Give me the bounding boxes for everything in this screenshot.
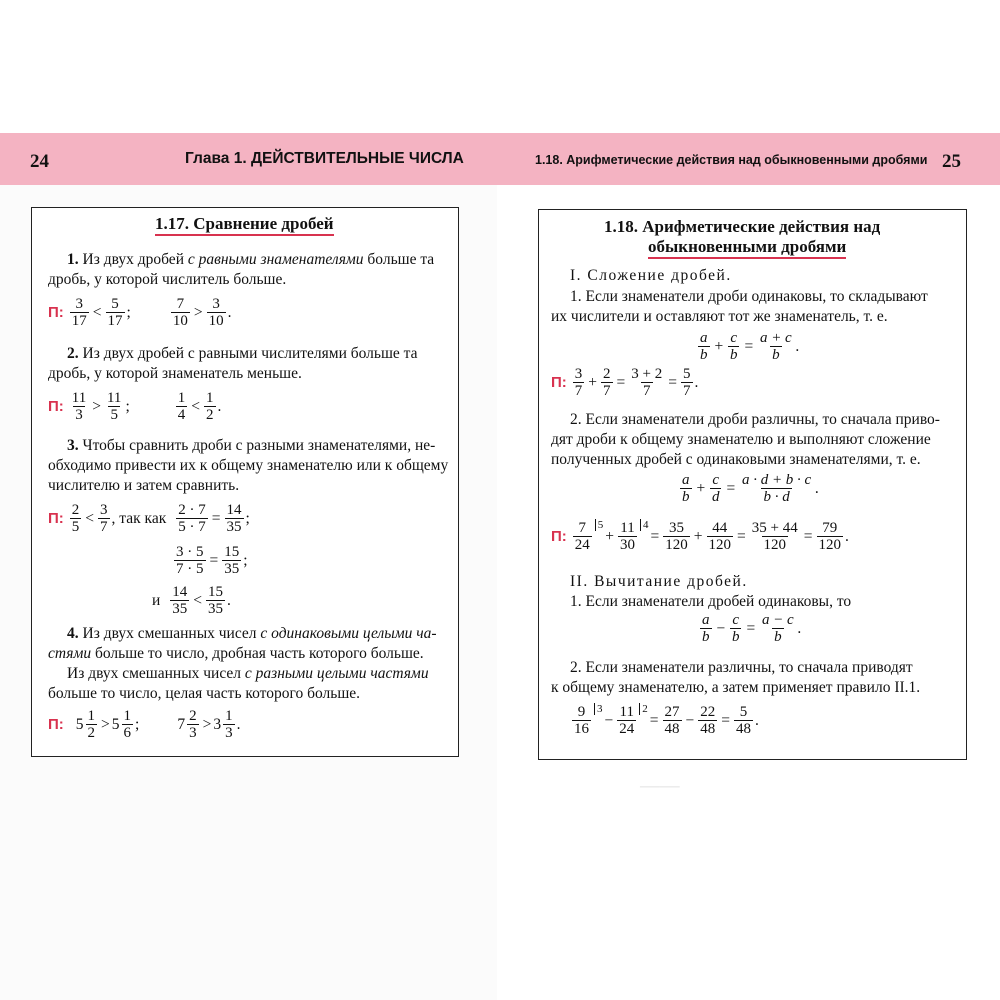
rule-2-line-1: 2. Из двух дробей с равными числителями больше та bbox=[67, 345, 418, 362]
add-rule-2-line-1: 2. Если знаменатели дроби различны, то сначала приво- bbox=[570, 411, 940, 428]
rule-2-line-2: дробь, у которой знаменатель меньше. bbox=[48, 365, 302, 382]
add-rule-1-line-1: 1. Если знаменатели дроби одинаковы, то складывают bbox=[570, 288, 928, 305]
right-page-number: 25 bbox=[942, 151, 961, 172]
subsection-addition-heading: I. Сложение дробей. bbox=[570, 267, 732, 284]
add-rule-1-line-2: их числители и оставляют тот же знаменатель, т. е. bbox=[551, 308, 888, 325]
header-band bbox=[0, 133, 1000, 185]
example-3: П: 2 5 < 3 7 , так как $\frac{2 \cdot 7}{5 \cdot 7}$ = $\frac{14}{35}$ ; bbox=[48, 502, 250, 535]
subsection-subtraction-heading: II. Вычитание дробей. bbox=[570, 573, 748, 590]
subtraction-formula-same-denominator: a b − $\frac{c}{b}$ = $\frac{a - c}{b}$ . bbox=[702, 612, 802, 645]
left-running-title: Глава 1. ДЕЙСТВИТЕЛЬНЫЕ ЧИСЛА bbox=[185, 150, 464, 167]
rule-1-line-1: 1. Из двух дробей с равными знаменателями больше та bbox=[67, 251, 435, 268]
addition-example-2: П: 7 24 5 + $\frac{11}{30}$ 4 = $\frac{35}{120}$ + $\frac{44}{120}$ = $\frac{35 + 44}{120}$ = $\frac{79}{120}$ . bbox=[551, 518, 849, 553]
example-4: П: 5 1 2 > 5 1 6 ; 7 2 3 > 3 1 3 . bbox=[48, 708, 241, 741]
add-rule-2-line-2: дят дроби к общему знаменателю и выполняют сложение bbox=[551, 431, 931, 448]
addition-example-1: П: 3 7 + $\frac{2}{7}$ = $\frac{3 + 2}{7}$ = $\frac{5}{7}$ . bbox=[551, 366, 699, 399]
add-rule-2-line-3: полученных дробей с одинаковыми знаменателями, т. е. bbox=[551, 451, 921, 468]
addition-formula-different-denominators: a b + $\frac{c}{d}$ = $\frac{a \cdot d + b \cdot c}{b \cdot d}$ . bbox=[682, 472, 820, 505]
sub-rule-1-line-1: 1. Если знаменатели дробей одинаковы, то bbox=[570, 593, 852, 610]
rule-4-line-3: Из двух смешанных чисел с разными целыми частями bbox=[67, 665, 429, 682]
rule-1-line-2: дробь, у которой числитель больше. bbox=[48, 271, 287, 288]
example-3-step-2: $\frac{3 \cdot 5}{7 \cdot 5}$ = $\frac{15}{35}$ ; bbox=[176, 544, 248, 577]
section-title-line-1: 1.18. Арифметические действия над bbox=[604, 217, 881, 236]
section-title-line-2: обыкновенными дробями bbox=[648, 237, 846, 257]
addition-formula-same-denominator: a b + $\frac{c}{b}$ = $\frac{a + c}{b}$ . bbox=[700, 330, 800, 363]
rule-4-line-4: больше то число, целая часть которого больше. bbox=[48, 685, 361, 702]
sub-rule-2-line-1: 2. Если знаменатели различны, то сначала приводят bbox=[570, 659, 913, 676]
example-3-conclusion: и 14 35 < 15 35 . bbox=[152, 584, 231, 617]
example-2: П: 11 3 > 11 5 ; 1 4 < 1 2 . bbox=[48, 390, 222, 423]
example-1: П: 3 17 < 5 17 ; 7 10 > 3 10 . bbox=[48, 296, 232, 329]
rule-3-line-3: числителю и затем сравнить. bbox=[48, 477, 240, 494]
sub-rule-2-line-2: к общему знаменателю, а затем применяет правило II.1. bbox=[551, 679, 921, 696]
section-title: 1.17. Сравнение дробей bbox=[155, 214, 334, 234]
rule-3-line-1: 3. Чтобы сравнить дроби с разными знаменателями, не- bbox=[67, 437, 436, 454]
bleed-through-text: ──── bbox=[640, 780, 680, 795]
rule-4-line-2: стями больше то число, дробная часть которого больше. bbox=[48, 645, 424, 662]
rule-4-line-1: 4. Из двух смешанных чисел с одинаковыми целыми ча- bbox=[67, 625, 437, 642]
right-running-title: 1.18. Арифметические действия над обыкновенными дробями bbox=[535, 153, 928, 167]
left-page-number: 24 bbox=[30, 151, 49, 172]
rule-3-line-2: обходимо привести их к общему знаменателю или к общему bbox=[48, 457, 449, 474]
subtraction-example: 9 16 3 − $\frac{11}{24}$ 2 = $\frac{27}{48}$ − $\frac{22}{48}$ = $\frac{5}{48}$ . bbox=[574, 702, 759, 737]
